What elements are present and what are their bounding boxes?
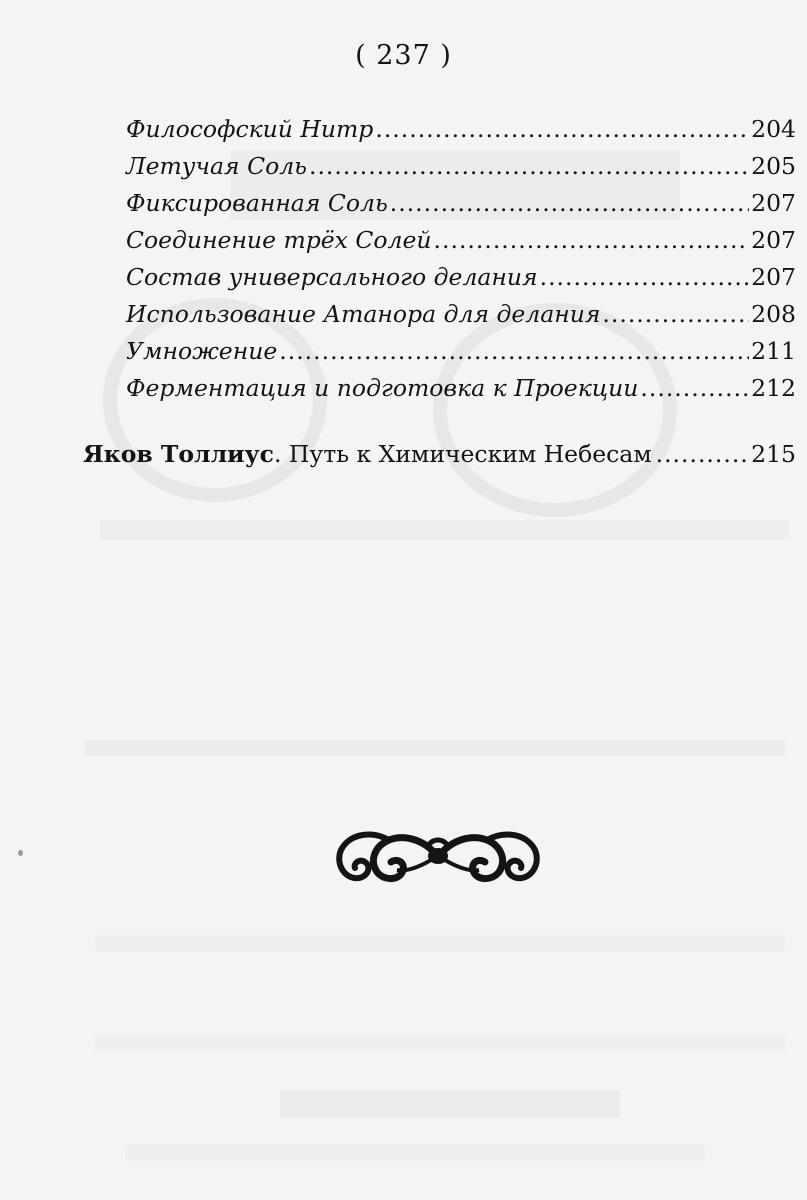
page-speck: [18, 850, 23, 856]
section-entry: [83, 440, 796, 468]
decorative-ornament-icon: [333, 820, 543, 890]
toc-entry-title: Философский Нитр: [126, 115, 374, 143]
dot-leader: [540, 263, 750, 291]
toc-entry-title: Летучая Соль: [126, 152, 307, 180]
dot-leader: [309, 152, 749, 180]
section-page: 215: [751, 440, 796, 468]
toc-entry: [126, 300, 796, 337]
section-author: Яков Толлиус: [83, 440, 274, 468]
toc-entry-page: 208: [751, 300, 796, 328]
dot-leader: [656, 440, 748, 468]
toc-entry-page: 207: [751, 189, 796, 217]
toc-entry-page: 204: [751, 115, 796, 143]
toc-entry: [126, 374, 796, 411]
dot-leader: [375, 115, 749, 143]
section-work-title: . Путь к Химическим Небесам: [273, 440, 652, 468]
toc-entry-title: Ферментация и подготовка к Проекции: [126, 374, 639, 402]
toc-entry-page: 212: [751, 374, 796, 402]
toc-entry-page: 205: [751, 152, 796, 180]
dot-leader: [390, 189, 749, 217]
dot-leader: [279, 337, 749, 365]
toc-entry-title: Использование Атанора для делания: [126, 300, 601, 328]
toc-entry: [126, 115, 796, 152]
toc-entry-title: Умножение: [126, 337, 278, 365]
toc-entry: [126, 263, 796, 300]
dot-leader: [640, 374, 749, 402]
toc-entry-title: Фиксированная Соль: [126, 189, 388, 217]
table-of-contents: [126, 115, 796, 411]
toc-entry: [126, 226, 796, 263]
page-number: ( 237 ): [355, 40, 452, 71]
toc-entry: [126, 189, 796, 226]
dot-leader: [434, 226, 750, 254]
toc-entry: [126, 337, 796, 374]
toc-entry-title: Состав универсального делания: [126, 263, 538, 291]
toc-entry-page: 207: [751, 226, 796, 254]
toc-entry-title: Соединение трёх Солей: [126, 226, 432, 254]
toc-entry-page: 211: [751, 337, 796, 365]
toc-entry-page: 207: [751, 263, 796, 291]
toc-entry: [126, 152, 796, 189]
dot-leader: [602, 300, 749, 328]
